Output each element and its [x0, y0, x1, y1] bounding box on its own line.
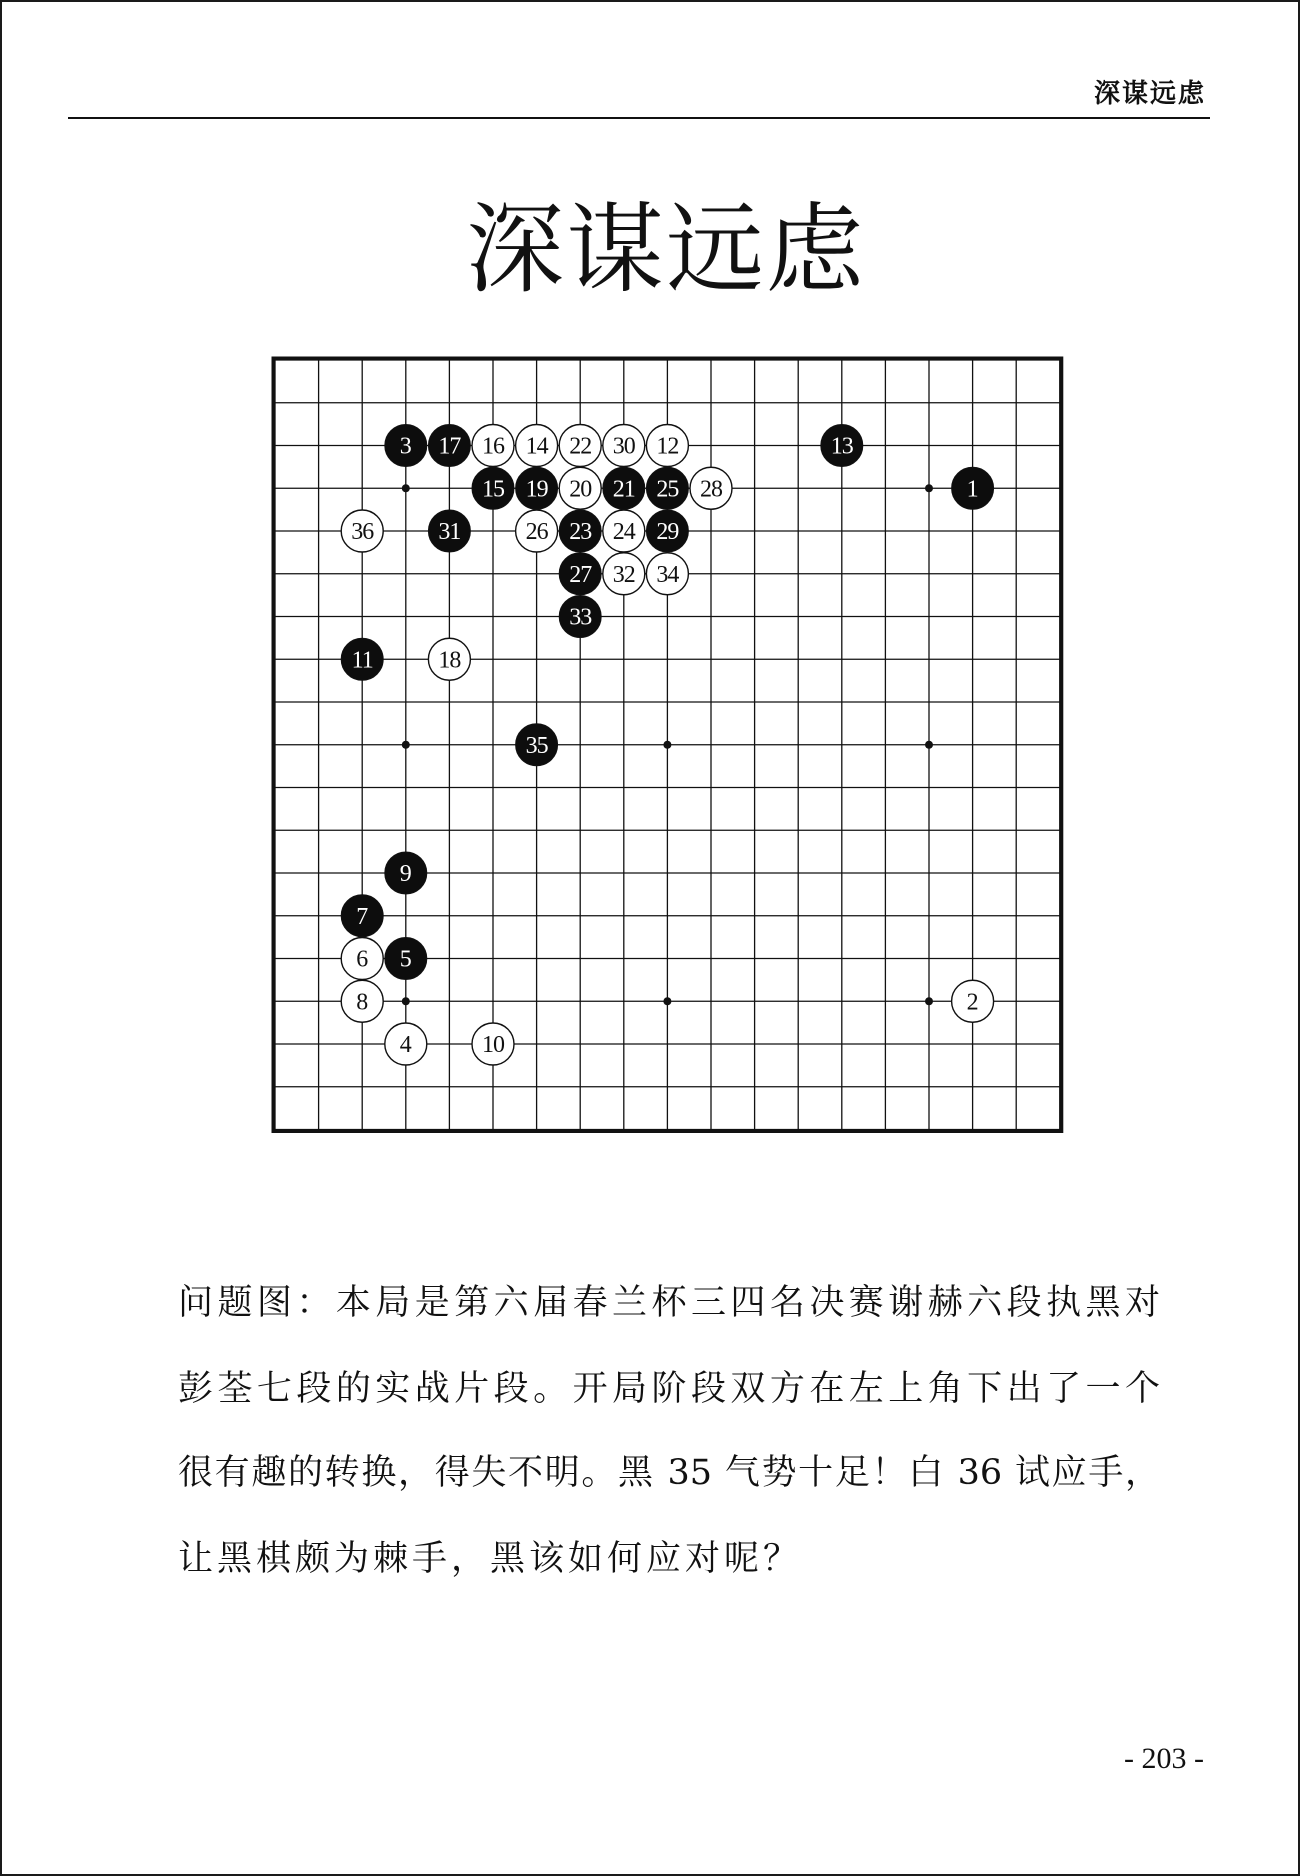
go-stone — [385, 1023, 427, 1065]
move-number: 6 — [356, 946, 369, 973]
star-point — [402, 484, 410, 492]
go-stone — [603, 467, 645, 509]
go-stone — [603, 425, 645, 467]
go-stone — [516, 510, 558, 552]
problem-text-line: 问题图：本局是第六届春兰杯三四名决赛谢赫六段执黑对 — [178, 1283, 1160, 1323]
move-number: 28 — [700, 476, 722, 503]
move-number: 5 — [399, 946, 412, 973]
go-stone — [428, 425, 470, 467]
move-number: 16 — [482, 433, 504, 460]
star-point — [663, 997, 671, 1005]
go-stone — [385, 852, 427, 894]
go-stone — [428, 638, 470, 680]
move-number: 15 — [482, 476, 504, 503]
star-point — [925, 741, 933, 749]
move-number: 26 — [525, 519, 548, 545]
go-stone — [559, 553, 601, 595]
go-stone — [385, 425, 427, 467]
move-number: 17 — [438, 433, 461, 460]
problem-text-line: 彭荃七段的实战片段。开局阶段双方在左上角下出了一个 — [178, 1369, 1160, 1409]
star-point — [402, 997, 410, 1005]
move-number: 23 — [569, 519, 592, 545]
go-stone — [516, 724, 558, 766]
move-number: 4 — [399, 1032, 412, 1058]
move-number: 31 — [438, 519, 461, 545]
star-point — [925, 484, 933, 492]
move-number: 21 — [612, 476, 635, 503]
header-rule — [68, 117, 1210, 119]
go-stone — [952, 980, 994, 1022]
problem-text-line: 让黑棋颇为棘手，黑该如何应对呢？ — [178, 1539, 803, 1579]
running-title: 深谋远虑 — [1093, 79, 1206, 109]
go-stone — [472, 1023, 514, 1065]
move-number: 20 — [569, 476, 592, 503]
move-number: 3 — [399, 433, 412, 460]
go-board-diagram — [264, 349, 1070, 1141]
move-number: 9 — [399, 861, 412, 887]
page-title: 深谋远虑 — [465, 193, 866, 307]
go-stone — [472, 425, 514, 467]
go-stone — [559, 425, 601, 467]
go-stone — [341, 895, 383, 937]
go-stone — [559, 596, 601, 638]
move-number: 2 — [966, 989, 979, 1016]
move-number: 30 — [612, 433, 635, 460]
move-number: 8 — [356, 989, 369, 1016]
go-stone — [559, 467, 601, 509]
go-stone — [646, 510, 688, 552]
go-stone — [341, 510, 383, 552]
go-stone — [690, 467, 732, 509]
go-stone — [603, 553, 645, 595]
move-number: 22 — [569, 433, 592, 460]
go-stone — [472, 467, 514, 509]
go-stone — [516, 425, 558, 467]
move-number: 13 — [830, 433, 853, 460]
go-stone — [646, 467, 688, 509]
move-number: 25 — [656, 476, 679, 503]
go-stone — [603, 510, 645, 552]
go-stone — [341, 638, 383, 680]
go-stone — [559, 510, 601, 552]
go-stone — [385, 938, 427, 980]
star-point — [402, 741, 410, 749]
go-stone — [341, 938, 383, 980]
page-number: - 203 - — [1124, 1742, 1204, 1775]
move-number: 27 — [569, 561, 592, 588]
move-number: 19 — [525, 476, 548, 503]
go-stone — [952, 467, 994, 509]
go-stone — [646, 553, 688, 595]
move-number: 14 — [525, 433, 548, 460]
move-number: 18 — [438, 647, 461, 674]
go-stone — [516, 467, 558, 509]
move-number: 12 — [656, 433, 679, 460]
go-stone — [646, 425, 688, 467]
move-number: 35 — [525, 732, 548, 759]
move-number: 7 — [356, 903, 369, 930]
problem-text-line: 很有趣的转换，得失不明。黑 35 气势十足！白 36 试应手， — [178, 1453, 1160, 1493]
move-number: 1 — [966, 476, 979, 503]
move-number: 33 — [569, 604, 592, 631]
move-number: 24 — [612, 519, 635, 545]
move-number: 32 — [612, 561, 635, 588]
move-number: 34 — [656, 561, 679, 588]
go-stone — [821, 425, 863, 467]
go-stone — [341, 980, 383, 1022]
star-point — [925, 997, 933, 1005]
star-point — [663, 741, 671, 749]
go-stone — [428, 510, 470, 552]
move-number: 36 — [351, 519, 374, 545]
move-number: 11 — [351, 647, 373, 674]
move-number: 29 — [656, 519, 679, 545]
move-number: 10 — [482, 1032, 504, 1058]
